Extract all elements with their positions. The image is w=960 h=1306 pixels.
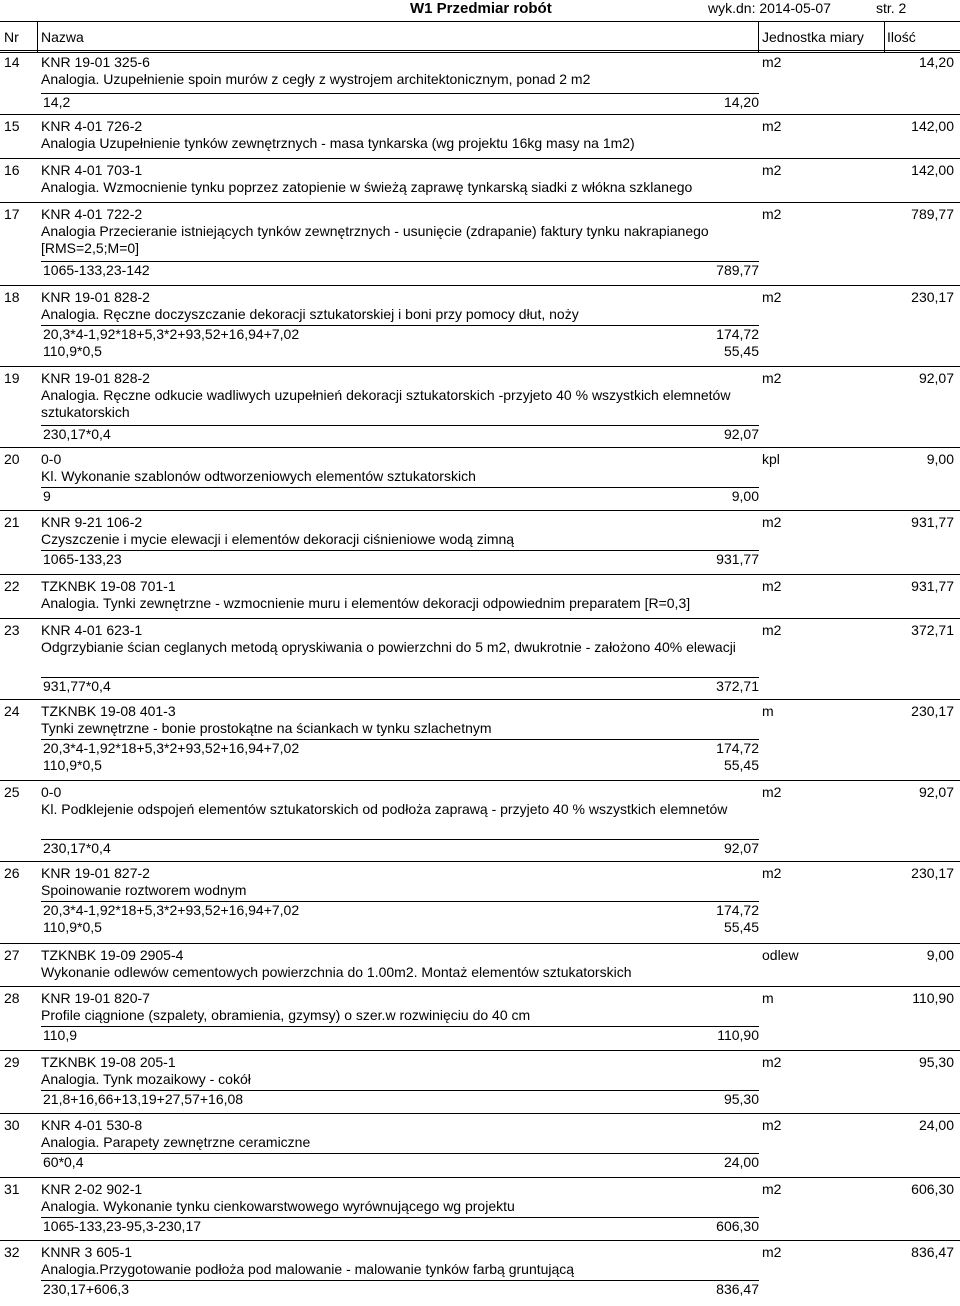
calculation-row [41, 426, 759, 443]
position-description: Analogia Przecieranie istniejących tynków zewnętrznych - usunięcie (zdrapanie) faktury tynku nakrapianego [RMS=2,5;M=0] [41, 223, 709, 256]
row-divider [0, 114, 960, 115]
unit-of-measure: odlew [762, 947, 799, 963]
calculation-expression: 20,3*4-1,92*18+5,3*2+93,52+16,94+7,02 [43, 326, 300, 342]
quantity-value: 931,77 [911, 578, 954, 594]
position-description: Czyszczenie i mycie elewacji i elementów dekoracji ciśnieniowe wodą zimną [41, 531, 515, 547]
calculation-result: 14,20 [723, 94, 759, 110]
calculation-block [41, 325, 759, 360]
position-description: Analogia. Wzmocnienie tynku poprzez zatopienie w świeżą zaprawę tynkarską siadki z włókna szklanego [41, 179, 693, 195]
calculation-block [41, 839, 759, 857]
calculation-row [41, 343, 759, 360]
calculation-row [41, 488, 759, 505]
position-number: 26 [4, 865, 20, 881]
calculation-block [41, 487, 759, 505]
quantity-value: 836,47 [911, 1244, 954, 1260]
calculation-expression: 230,17+606,3 [43, 1281, 130, 1297]
quantity-value: 230,17 [911, 289, 954, 305]
calculation-row [41, 262, 759, 279]
catalog-code: TZKNBK 19-08 401-3 [41, 703, 176, 719]
position-number: 24 [4, 703, 20, 719]
position-number: 20 [4, 451, 20, 467]
row-divider [0, 447, 960, 448]
calculation-row [41, 326, 759, 343]
calculation-result: 174,72 [716, 740, 759, 756]
quantity-value: 230,17 [911, 703, 954, 719]
calculation-result: 174,72 [716, 902, 759, 918]
quantity-value: 931,77 [911, 514, 954, 530]
calculation-result: 836,47 [716, 1281, 759, 1297]
unit-of-measure: m2 [762, 865, 782, 881]
calculation-expression: 9 [43, 488, 51, 504]
column-divider [758, 21, 759, 52]
calculation-expression: 14,2 [43, 94, 71, 110]
execution-date: wyk.dn: 2014-05-07 [708, 0, 831, 16]
calculation-expression: 20,3*4-1,92*18+5,3*2+93,52+16,94+7,02 [43, 902, 300, 918]
position-number: 31 [4, 1181, 20, 1197]
catalog-code: KNR 9-21 106-2 [41, 514, 143, 530]
position-description: Analogia. Ręczne doczyszczanie dekoracji sztukatorskiej i boni przy pomocy dłut, noży [41, 306, 579, 322]
calculation-block [41, 261, 759, 279]
calculation-block [41, 93, 759, 111]
row-divider [0, 1113, 960, 1114]
position-number: 32 [4, 1244, 20, 1260]
column-divider [37, 21, 38, 52]
row-divider [0, 618, 960, 619]
calculation-row [41, 1027, 759, 1044]
calculation-expression: 1065-133,23 [43, 551, 122, 567]
row-divider [0, 366, 960, 367]
position-description: Spoinowanie roztworem wodnym [41, 882, 247, 898]
calculation-expression: 20,3*4-1,92*18+5,3*2+93,52+16,94+7,02 [43, 740, 300, 756]
unit-of-measure: m2 [762, 162, 782, 178]
document-title: W1 Przedmiar robót [410, 0, 552, 17]
unit-of-measure: m2 [762, 54, 782, 70]
unit-of-measure: m2 [762, 578, 782, 594]
quantity-value: 230,17 [911, 865, 954, 881]
calculation-block [41, 1026, 759, 1044]
position-number: 17 [4, 206, 20, 222]
column-header-unit: Jednostka miary [762, 29, 864, 45]
catalog-code: 0-0 [41, 451, 62, 467]
calculation-expression: 931,77*0,4 [43, 678, 111, 694]
unit-of-measure: m2 [762, 1181, 782, 1197]
calculation-expression: 110,9 [43, 1027, 77, 1043]
calculation-expression: 230,17*0,4 [43, 426, 111, 442]
unit-of-measure: m2 [762, 622, 782, 638]
calculation-row [41, 902, 759, 919]
calculation-row [41, 1154, 759, 1171]
row-divider [0, 574, 960, 575]
position-number: 21 [4, 514, 20, 530]
quantity-value: 142,00 [911, 162, 954, 178]
calculation-row [41, 94, 759, 111]
unit-of-measure: m2 [762, 514, 782, 530]
position-description: Tynki zewnętrzne - bonie prostokątne na ściankach w tynku szlachetnym [41, 720, 492, 736]
catalog-code: KNR 19-01 325-6 [41, 54, 150, 70]
row-divider [0, 861, 960, 862]
calculation-row [41, 1091, 759, 1108]
calculation-expression: 110,9*0,5 [43, 757, 102, 773]
calculation-row [41, 551, 759, 568]
unit-of-measure: m2 [762, 118, 782, 134]
quantity-value: 92,07 [918, 370, 954, 386]
calculation-block [41, 901, 759, 936]
row-divider [0, 202, 960, 203]
calculation-result: 55,45 [723, 757, 759, 773]
column-header-nr: Nr [4, 29, 19, 45]
calculation-row [41, 1281, 759, 1298]
calculation-row [41, 840, 759, 857]
column-header-row [0, 21, 960, 53]
position-description: Kl. Podklejenie odspojeń elementów sztukatorskich od podłoża zaprawą - przyjeto 40 % wszystkich elemnetów [41, 801, 728, 817]
catalog-code: KNR 19-01 828-2 [41, 370, 150, 386]
position-description: Analogia. Uzupełnienie spoin murów z cegły z wystrojem architektonicznym, ponad 2 m2 [41, 71, 591, 87]
catalog-code: KNR 4-01 530-8 [41, 1117, 143, 1133]
calculation-block [41, 550, 759, 568]
catalog-code: KNR 19-01 828-2 [41, 289, 150, 305]
catalog-code: KNR 2-02 902-1 [41, 1181, 143, 1197]
row-divider [0, 1240, 960, 1241]
row-divider [0, 1050, 960, 1051]
position-description: Analogia. Ręczne odkucie wadliwych uzupełnień dekoracji sztukatorskich -przyjeto 40 % wszystkich elemnetów sztukatorskich [41, 387, 731, 420]
column-header-name: Nazwa [41, 29, 84, 45]
position-description: Analogia Uzupełnienie tynków zewnętrznych - masa tynkarska (wg projektu 16kg masy na 1m2) [41, 135, 635, 151]
catalog-code: KNNR 3 605-1 [41, 1244, 133, 1260]
quantity-value: 24,00 [918, 1117, 954, 1133]
calculation-expression: 21,8+16,66+13,19+27,57+16,08 [43, 1091, 244, 1107]
calculation-row [41, 757, 759, 774]
calculation-result: 606,30 [716, 1218, 759, 1234]
calculation-expression: 1065-133,23-142 [43, 262, 150, 278]
calculation-result: 931,77 [716, 551, 759, 567]
calculation-block [41, 1217, 759, 1235]
position-number: 27 [4, 947, 20, 963]
calculation-result: 789,77 [716, 262, 759, 278]
quantity-value: 9,00 [926, 947, 954, 963]
position-description: Wykonanie odlewów cementowych powierzchnia do 1.00m2. Montaż elementów sztukatorskich [41, 964, 632, 980]
calculation-block [41, 739, 759, 774]
calculation-result: 110,90 [717, 1027, 759, 1043]
unit-of-measure: kpl [762, 451, 780, 467]
calculation-result: 95,30 [723, 1091, 759, 1107]
catalog-code: KNR 19-01 820-7 [41, 990, 150, 1006]
catalog-code: KNR 4-01 703-1 [41, 162, 143, 178]
quantity-value: 14,20 [918, 54, 954, 70]
catalog-code: KNR 19-01 827-2 [41, 865, 150, 881]
calculation-expression: 60*0,4 [43, 1154, 84, 1170]
page-number: str. 2 [876, 0, 907, 16]
calculation-expression: 110,9*0,5 [43, 919, 102, 935]
calculation-row [41, 1218, 759, 1235]
calculation-block [41, 1280, 759, 1298]
position-number: 18 [4, 289, 20, 305]
calculation-block [41, 425, 759, 443]
calculation-result: 372,71 [716, 678, 759, 694]
position-description: Analogia. Tynk mozaikowy - cokół [41, 1071, 251, 1087]
calculation-result: 92,07 [723, 840, 759, 856]
catalog-code: TZKNBK 19-08 701-1 [41, 578, 176, 594]
position-number: 15 [4, 118, 20, 134]
position-number: 14 [4, 54, 20, 70]
row-divider [0, 1177, 960, 1178]
row-divider [0, 943, 960, 944]
row-divider [0, 780, 960, 781]
quantity-value: 110,90 [912, 990, 954, 1006]
calculation-row [41, 919, 759, 936]
catalog-code: KNR 4-01 722-2 [41, 206, 143, 222]
calculation-result: 55,45 [723, 343, 759, 359]
unit-of-measure: m2 [762, 1054, 782, 1070]
position-number: 25 [4, 784, 20, 800]
quantity-value: 92,07 [918, 784, 954, 800]
position-description: Kl. Wykonanie szablonów odtworzeniowych elementów sztukatorskich [41, 468, 476, 484]
calculation-result: 92,07 [723, 426, 759, 442]
calculation-result: 174,72 [716, 326, 759, 342]
unit-of-measure: m2 [762, 289, 782, 305]
catalog-code: TZKNBK 19-09 2905-4 [41, 947, 184, 963]
column-divider [884, 21, 885, 52]
unit-of-measure: m2 [762, 1244, 782, 1260]
calculation-expression: 1065-133,23-95,3-230,17 [43, 1218, 202, 1234]
calculation-result: 55,45 [723, 919, 759, 935]
unit-of-measure: m [762, 990, 774, 1006]
row-divider [0, 986, 960, 987]
calculation-result: 24,00 [723, 1154, 759, 1170]
position-number: 29 [4, 1054, 20, 1070]
row-divider [0, 50, 960, 51]
unit-of-measure: m2 [762, 370, 782, 386]
row-divider [0, 699, 960, 700]
row-divider [0, 158, 960, 159]
catalog-code: KNR 4-01 623-1 [41, 622, 143, 638]
calculation-expression: 230,17*0,4 [43, 840, 111, 856]
position-description: Analogia. Parapety zewnętrzne ceramiczne [41, 1134, 311, 1150]
unit-of-measure: m2 [762, 1117, 782, 1133]
position-description: Analogia.Przygotowanie podłoża pod malowanie - malowanie tynków farbą gruntującą [41, 1261, 575, 1277]
calculation-row [41, 740, 759, 757]
quantity-value: 789,77 [911, 206, 954, 222]
quantity-value: 142,00 [911, 118, 954, 134]
position-number: 30 [4, 1117, 20, 1133]
position-number: 23 [4, 622, 20, 638]
catalog-code: TZKNBK 19-08 205-1 [41, 1054, 176, 1070]
column-header-qty: Ilość [887, 29, 916, 45]
quantity-value: 95,30 [918, 1054, 954, 1070]
calculation-block [41, 1153, 759, 1171]
position-description: Analogia. Wykonanie tynku cienkowarstwowego wyrównującego wg projektu [41, 1198, 515, 1214]
calculation-block [41, 677, 759, 695]
position-number: 28 [4, 990, 20, 1006]
unit-of-measure: m [762, 703, 774, 719]
row-divider [0, 285, 960, 286]
quantity-value: 9,00 [926, 451, 954, 467]
row-divider [0, 510, 960, 511]
catalog-code: 0-0 [41, 784, 62, 800]
catalog-code: KNR 4-01 726-2 [41, 118, 143, 134]
unit-of-measure: m2 [762, 784, 782, 800]
position-number: 22 [4, 578, 20, 594]
calculation-block [41, 1090, 759, 1108]
position-description: Odgrzybianie ścian ceglanych metodą opryskiwania o powierzchni do 5 m2, dwukrotnie - założono 40% elewacji [41, 639, 736, 655]
position-number: 16 [4, 162, 20, 178]
calculation-expression: 110,9*0,5 [43, 343, 102, 359]
quantity-value: 606,30 [911, 1181, 954, 1197]
quantity-value: 372,71 [911, 622, 954, 638]
position-description: Profile ciągnione (szpalety, obramienia, gzymsy) o szer.w rozwinięciu do 40 cm [41, 1007, 531, 1023]
position-description: Analogia. Tynki zewnętrzne - wzmocnienie muru i elementów dekoracji odpowiednim preparatem [R=0,3] [41, 595, 691, 611]
position-number: 19 [4, 370, 20, 386]
calculation-result: 9,00 [731, 488, 759, 504]
unit-of-measure: m2 [762, 206, 782, 222]
calculation-row [41, 678, 759, 695]
